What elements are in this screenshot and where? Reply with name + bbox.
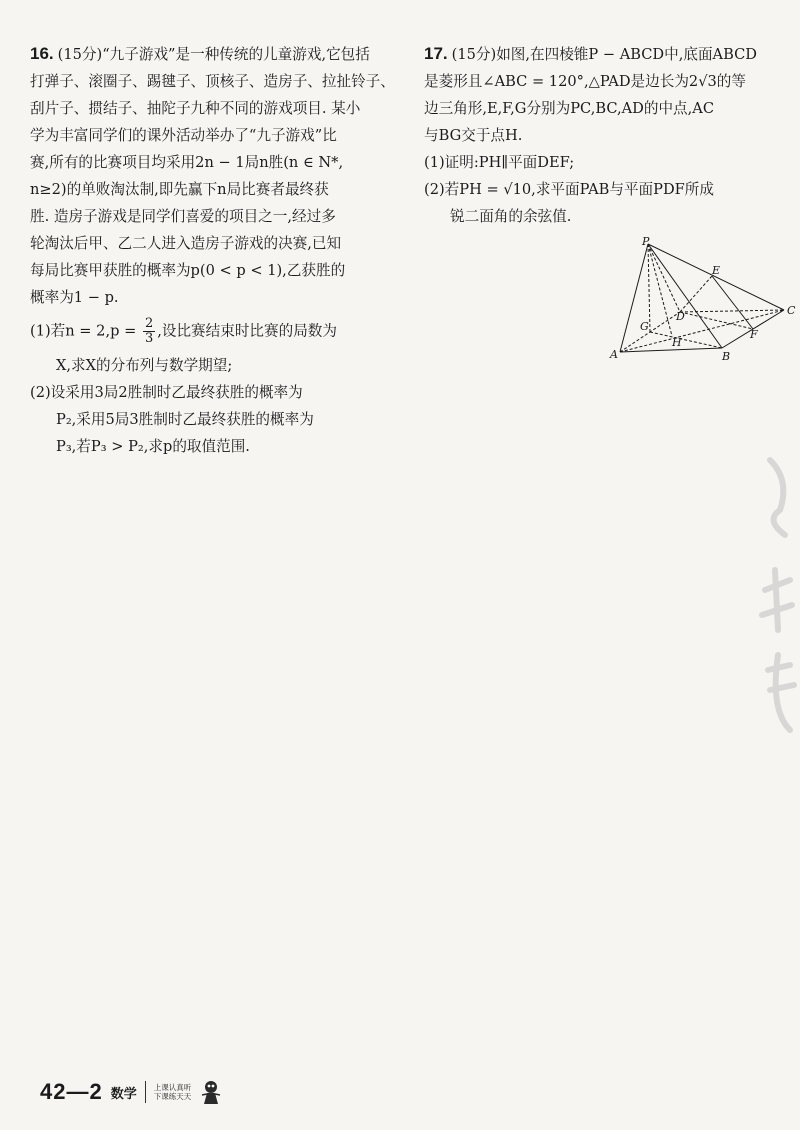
q16-line-5: n≥2)的单败淘汰制,即先赢下n局比赛者最终获 <box>30 181 329 198</box>
q16-part1-a: (1)若n = 2,p = <box>30 322 141 340</box>
q16-line-3: 学为丰富同学们的课外活动举办了“九子游戏”比 <box>30 127 337 144</box>
label-H: H <box>672 336 682 349</box>
label-F: F <box>750 328 758 341</box>
bleed-through-mark <box>750 440 800 740</box>
q16-part2-line-2: P₃,若P₃ > P₂,求p的取值范围. <box>56 438 250 455</box>
q17-part2-a: (2)若PH = √10,求平面PAB与平面PDF所成 <box>424 181 714 198</box>
q16-part2-line-0: (2)设采用3局2胜制时乙最终获胜的概率为 <box>30 384 303 401</box>
edge-PA <box>620 244 648 352</box>
page-number: 42—2 <box>40 1079 103 1104</box>
q17-part1: (1)证明:PH∥平面DEF; <box>424 154 575 171</box>
q16-line-7: 轮淘汰后甲、乙二人进入造房子游戏的决赛,已知 <box>30 235 342 252</box>
q17-part2-b: 锐二面角的余弦值. <box>450 208 572 225</box>
q16-line-8: 每局比赛甲获胜的概率为p(0 < p < 1),乙获胜的 <box>30 262 346 279</box>
fraction-two-thirds <box>143 317 155 346</box>
slogan-line-2: 下课练天天 <box>153 1092 192 1101</box>
q17-number: 17. <box>424 44 448 63</box>
q16-head <box>30 40 408 68</box>
frac-numerator: 2 <box>144 316 154 331</box>
mascot-icon <box>199 1079 223 1105</box>
q17-line-3: 与BG交于点H. <box>424 127 523 144</box>
q16-part2-line-1: P₂,采用5局3胜制时乙最终获胜的概率为 <box>56 411 314 428</box>
edge-PC <box>648 244 784 310</box>
label-C: C <box>787 304 796 317</box>
q16-line-4: 赛,所有的比赛项目均采用2n − 1局n胜(n ∈ N*, <box>30 154 344 171</box>
pyramid-figure <box>600 236 800 366</box>
q16-number: 16. <box>30 44 54 63</box>
q16-line-1: 打弹子、滚圈子、踢毽子、顶核子、造房子、拉扯铃子、 <box>30 73 395 90</box>
label-A: A <box>610 348 618 361</box>
q16-score: (15分) <box>57 46 103 63</box>
label-E: E <box>712 264 721 277</box>
q16-part1-b: ,设比赛结束时比赛的局数为 <box>157 322 337 340</box>
segment-PG <box>648 244 650 332</box>
edge-PD <box>648 244 680 312</box>
edge-PB <box>648 244 722 348</box>
question-17 <box>424 40 782 230</box>
q17-line-0: 如图,在四棱锥P − ABCD中,底面ABCD <box>496 46 757 63</box>
q17-line-2: 边三角形,E,F,G分别为PC,BC,AD的中点,AC <box>424 100 714 117</box>
page-footer <box>40 1072 223 1112</box>
frac-denominator: 3 <box>144 331 154 346</box>
segment-PH <box>648 244 672 336</box>
q17-head <box>424 40 782 68</box>
q16-line-2: 刮片子、掼结子、抽陀子九种不同的游戏项目. 某小 <box>30 100 361 117</box>
q17-line-1: 是菱形且∠ABC = 120°,△PAD是边长为2√3的等 <box>424 73 746 90</box>
q16-part1-c: X,求X的分布列与数学期望; <box>56 357 233 374</box>
segment-GB <box>650 332 722 348</box>
q17-score: (15分) <box>451 46 497 63</box>
label-D: D <box>676 310 685 323</box>
label-G: G <box>640 320 649 333</box>
question-16 <box>30 40 408 460</box>
segment-EF <box>712 276 753 329</box>
q16-part1 <box>30 317 408 346</box>
q16-line-9: 概率为1 − p. <box>30 289 119 306</box>
subject-label: 数学 <box>110 1085 137 1101</box>
slogan-line-1: 上课认真听 <box>153 1083 192 1092</box>
q16-line-6: 胜. 造房子游戏是同学们喜爱的项目之一,经过多 <box>30 208 336 225</box>
label-P: P <box>642 236 650 248</box>
segment-DE <box>680 276 712 312</box>
label-B: B <box>722 350 731 363</box>
footer-divider <box>145 1081 146 1103</box>
edge-AB <box>620 348 722 352</box>
q16-line-0: “九子游戏”是一种传统的儿童游戏,它包括 <box>102 46 370 63</box>
footer-slogan <box>154 1083 192 1101</box>
